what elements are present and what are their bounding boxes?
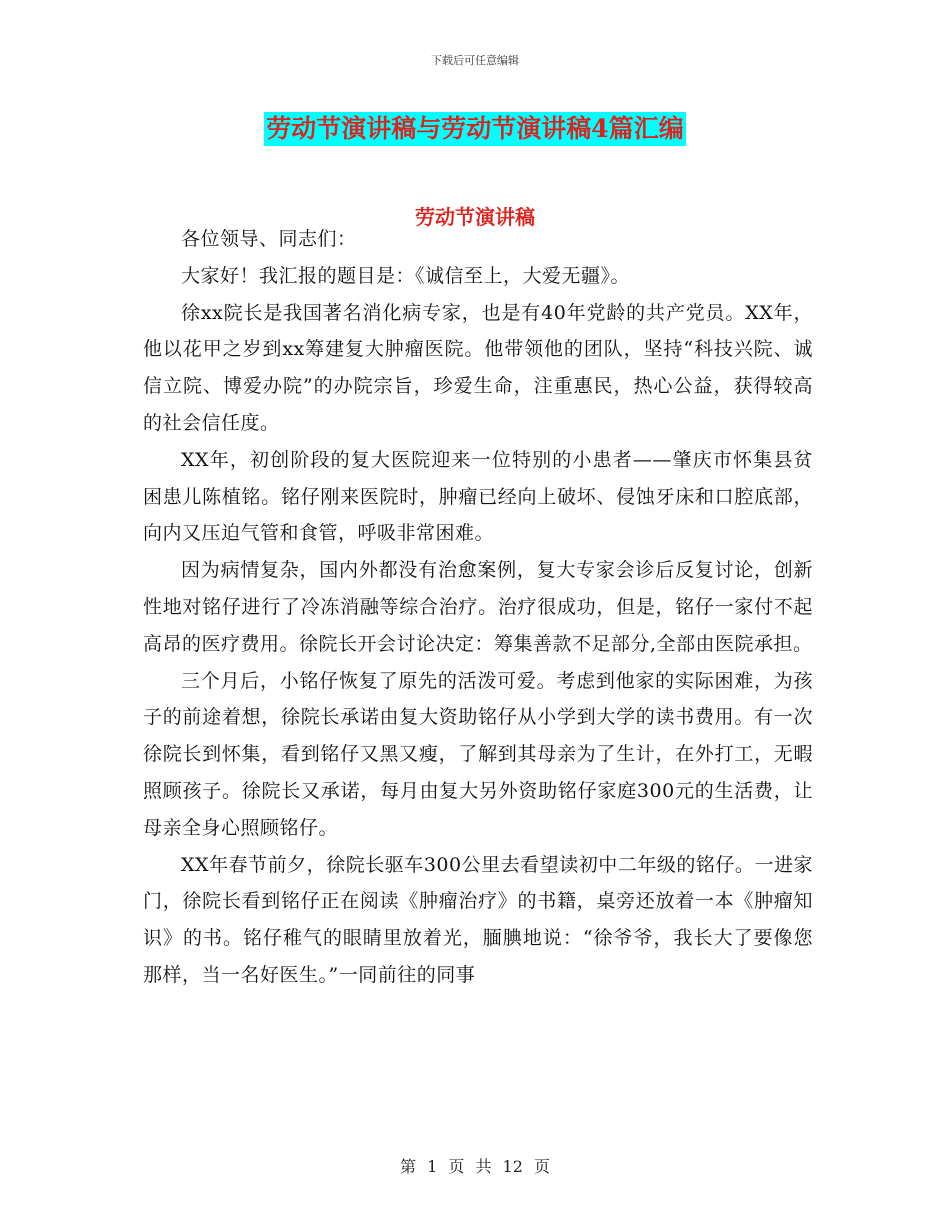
document-title-text: 劳动节演讲稿与劳动节演讲稿4篇汇编 [264,112,685,146]
paragraph: XX年春节前夕，徐院长驱车300公里去看望读初中二年级的铭仔。一进家门，徐院长看到铭仔正在阅读《肿瘤治疗》的书籍，桌旁还放着一本《肿瘤知识》的书。铭仔稚气的眼睛里放着光，腼腆地说：“徐爷爷，我长大了要像您那样，当一名好医生。”一同前往的同事 [143,853,813,986]
document-body [143,221,813,994]
paragraph: 徐xx院长是我国著名消化病专家，也是有40年党龄的共产党员。XX年，他以花甲之岁到xx筹建复大肿瘤医院。他带领他的团队，坚持“科技兴院、诚信立院、博爱办院”的办院宗旨，珍爱生命，注重惠民，热心公益，获得较高的社会信任度。 [143,301,813,434]
paragraph: 大家好！我汇报的题目是：《诚信至上，大爱无疆》。 [181,264,631,287]
document-title [0,112,950,146]
paragraph: 各位领导、同志们： [181,228,357,250]
paragraph: XX年，初创阶段的复大医院迎来一位特别的小患者——肇庆市怀集县贫困患儿陈植铭。铭仔刚来医院时，肿瘤已经向上破坏、侵蚀牙床和口腔底部，向内又压迫气管和食管，呼吸非常困难。 [143,448,813,545]
paragraph: 因为病情复杂，国内外都没有治愈案例，复大专家会诊后反复讨论，创新性地对铭仔进行了冷冻消融等综合治疗。治疗很成功，但是，铭仔一家付不起高昂的医疗费用。徐院长开会讨论决定：筹集善款不足部分,全部由医院承担。 [143,559,813,655]
page-number: 第 1 页 共 12 页 [400,1157,550,1176]
page-header-note: 下载后可任意编辑 [431,54,519,67]
section-title: 劳动节演讲稿 [415,205,535,229]
paragraph: 三个月后，小铭仔恢复了原先的活泼可爱。考虑到他家的实际困难，为孩子的前途着想，徐院长承诺由复大资助铭仔从小学到大学的读书费用。有一次徐院长到怀集，看到铭仔又黑又瘦，了解到其母亲为了生计，在外打工，无暇照顾孩子。徐院长又承诺，每月由复大另外资助铭仔家庭300元的生活费，让母亲全身心照顾铭仔。 [143,669,813,839]
